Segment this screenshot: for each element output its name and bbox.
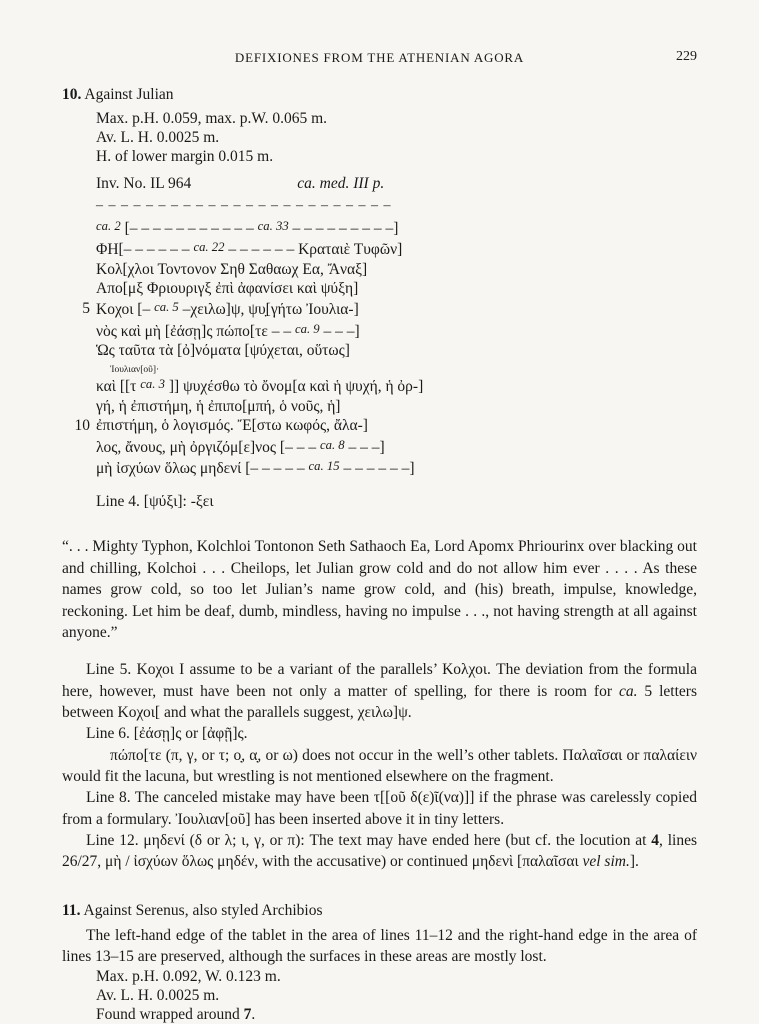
entry-10 <box>62 86 697 872</box>
greek-line-8 <box>96 376 697 397</box>
line-text: Κοχοι [– ca. 5 –χειλω]ψ, ψυ̣[γήτω Ἰουλια-] <box>96 300 359 319</box>
measurement-line: Max. p.H. 0.059, max. p.W. 0.065 m. <box>96 110 328 127</box>
commentary-line-8: Line 8. The canceled mistake may have been τ[[οῦ δ(ε)ῖ(να)]] if the phrase was carelessly copied from a formulary. Ἰουλιαν[οῦ] has been inserted above it in tiny letters. <box>62 789 697 828</box>
line-text: νὸς καὶ μὴ [ἐάσῃ]ς πώπο[τε – – ca. 9 – – –] <box>96 321 360 340</box>
line-text: Απο[μξ Φριουριγξ ἐπὶ ἀφανίσει καὶ ψύξη] <box>96 280 359 298</box>
line-text: Ὡς ταῦτα τὰ [ὀ]νόματα [ψύχεται, οὕτως] <box>96 342 350 360</box>
greek-line-5 <box>82 299 697 320</box>
entry-11-heading <box>62 902 697 920</box>
entry-10-heading <box>62 86 697 104</box>
page-number: 229 <box>676 49 697 64</box>
greek-line-6 <box>96 320 697 341</box>
found-note: Found wrapped around 7. <box>96 1006 256 1024</box>
interlinear-insertion: Ἰουλιαν[οῦ]· <box>110 364 160 375</box>
entry-number: 10. <box>62 86 82 103</box>
greek-line-11 <box>96 436 697 457</box>
line-text: γή, ἡ ἐπιστήμη, ἡ ἐπιπο[μπή, ὁ νοῦς, ἡ] <box>96 397 341 415</box>
line-text: ca. 2 [– – – – – – – – – – – ca. 33 – – – – – – – – –] <box>96 219 399 237</box>
line-text: Κολ[χλοι Τοντονον Σηθ Σαθαωχ Εα, Ἄναξ] <box>96 260 368 278</box>
measurement-line: Av. L. H. 0.0025 m. <box>96 129 220 146</box>
commentary-line-6: Line 6. [ἐάσῃ]ς or [ἀφῇ]ς. <box>86 725 248 743</box>
line-number: 10 <box>74 417 90 435</box>
date-attribution: ca. med. III p. <box>297 175 385 192</box>
greek-line-3 <box>96 260 697 280</box>
measurement-line: H. of lower margin 0.015 m. <box>96 148 274 165</box>
greek-line-2 <box>96 238 697 259</box>
lacuna-separator: – – – – – – – – – – – – – – – – – – – – – – – – <box>96 198 391 213</box>
entry-title: Against Serenus, also styled Archibios <box>80 902 323 920</box>
greek-line-1 <box>96 217 697 238</box>
commentary-line-12: Line 12. μηδενί (δ or λ; ι, γ, or π): The text may have ended here (but cf. the locution at 4, lines 26/27, μὴ / ἰσχύων ὅλως μηδέν, with the accusative) or continued μηδενὶ [παλαῖσαι vel sim.]. <box>62 831 697 871</box>
line-text: λος, ἄνους, μὴ ὀργιζόμ[ε]νος [– – – ca. 8 – – –] <box>96 437 385 456</box>
line-text: καὶ [[τ ca. 3 ]] ψυχέσθω τὸ ὄνομ[α καὶ ἡ ψυχή, ἡ ὀρ-] <box>96 377 424 396</box>
greek-line-10 <box>74 416 697 436</box>
greek-line-9 <box>96 397 697 417</box>
page-title: DEFIXIONES FROM THE ATHENIAN AGORA <box>234 50 525 65</box>
line-text: ἐπιστήμη, ὁ λογισμός. Ἔ[στω κωφός, ἄλα-] <box>96 417 368 435</box>
line-text: μὴ ἰσχύων ὅλως μηδενί [– – – – – ca. 15 – – – – – –] <box>96 459 415 477</box>
apparatus-note: Line 4. [ψύξι]: -ξει <box>96 493 214 511</box>
commentary-line-5: Line 5. Κοχοι I assume to be a variant of the parallels’ Κολχοι. The deviation from the formula here, however, must have been not only a matter of spelling, for there is room for ca. 5 letters between Κοχοι[ and what the parallels suggest, χειλω]ψ. <box>62 661 697 722</box>
greek-line-4 <box>96 279 697 299</box>
measurement-line: Max. p.H. 0.092, W. 0.123 m. <box>96 968 281 986</box>
entry-number: 11. <box>62 902 81 920</box>
running-head <box>62 50 697 66</box>
greek-line-12 <box>96 457 697 478</box>
entry-title: Against Julian <box>81 86 174 103</box>
inventory-number: Inv. No. IL 964 <box>96 175 192 192</box>
translation-paragraph: “. . . Mighty Typhon, Kolchloi Tontonon Seth Sathaoch Ea, Lord Apomx Phriourinx over blacking out and chilling, Kolchoi . . . Cheilops, let Julian grow cold and do not allow him ever . . . . As these names grow cold, so too let Julian’s name grow cold, and (his) breath, impulse, knowledge, reckoning. Let him be deaf, dumb, mindless, having no impulse . . ., not having strength at all against anyone.” <box>62 538 697 642</box>
commentary-block <box>62 659 697 872</box>
inventory-line <box>96 175 697 193</box>
entry-11 <box>62 902 697 1024</box>
commentary-popote: πώπο[τε (π, γ, or τ; ο̣, α̣, or ω) does not occur in the well’s other tablets. Παλαῖσαι or παλαίειν would fit the lacuna, but wrestling is not mentioned elsewhere on the fragment. <box>62 746 697 785</box>
measurement-line: Av. L. H. 0.0025 m. <box>96 987 220 1005</box>
line-number: 5 <box>82 299 90 317</box>
greek-text-block <box>74 217 697 478</box>
line-text: ΦΗ[– – – – – – ca. 22 – – – – – – Κραταιὲ Τυφῶν] <box>96 240 403 259</box>
entry-11-description: The left-hand edge of the tablet in the area of lines 11–12 and the right-hand edge in the area of lines 13–15 are preserved, although the surfaces in these areas are mostly lost. <box>62 927 697 966</box>
greek-line-7 <box>96 341 697 361</box>
